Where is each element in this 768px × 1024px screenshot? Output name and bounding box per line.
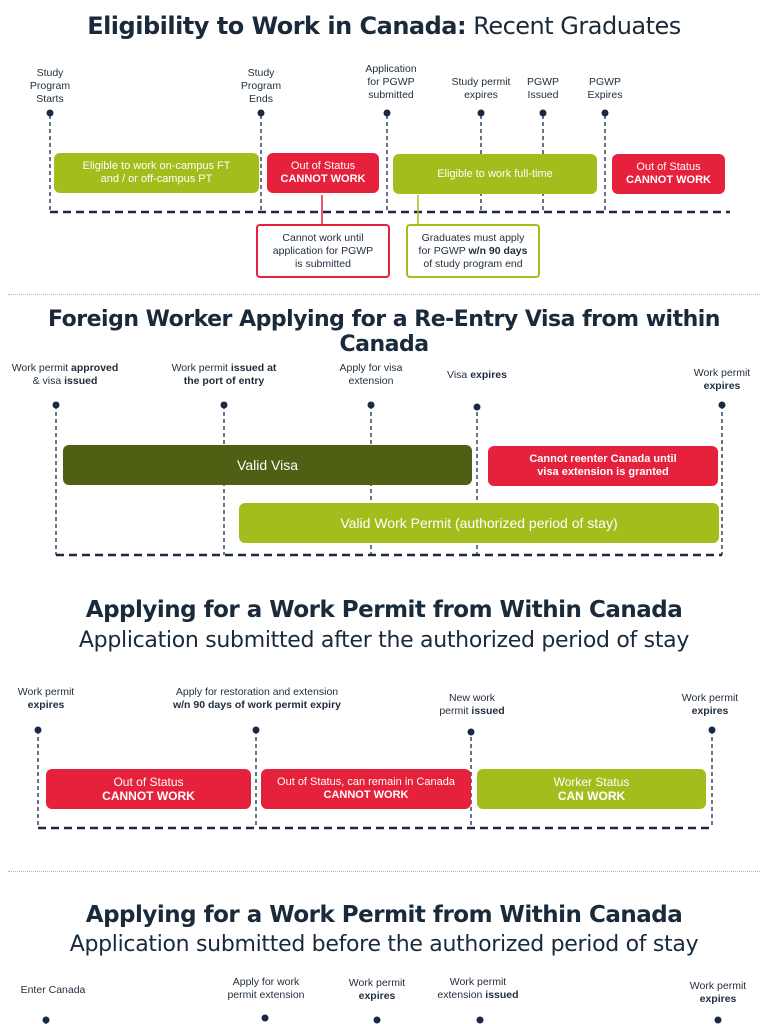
label-study-start: Study Program Starts [29, 67, 71, 105]
s3-worker-line2: CAN WORK [557, 789, 626, 803]
restore-a: Apply for restoration and extension [175, 686, 339, 698]
exp2-b: expires [691, 705, 729, 717]
label-study-end: Study Program Ends [240, 67, 282, 105]
bar-out-of-status-2 [612, 154, 725, 194]
section3-subtitle: Application submitted after the authorized period of stay [78, 628, 690, 653]
s4-exp2-a: Work permit [689, 980, 747, 992]
port-b: issued at the port of entry [183, 362, 277, 387]
label-visa-expires [437, 369, 517, 382]
restore-b: w/n 90 days of work permit expiry [172, 699, 342, 711]
label-pgwp-expires: PGWP Expires [587, 76, 623, 101]
label-new-permit [432, 692, 512, 718]
oos2-line2: CANNOT WORK [626, 174, 711, 186]
bar-out-of-status [46, 769, 251, 809]
grad-text-a: Graduates must apply for PGWP [418, 231, 525, 257]
s3-oos-line2: CANNOT WORK [102, 789, 195, 803]
section4-subtitle: Application submitted before the authorized period of stay [69, 932, 699, 957]
label-apply-extension: Apply for work permit extension [227, 976, 305, 1001]
oos1-line1: Out of Status [290, 160, 356, 172]
section4-title: Applying for a Work Permit from Within Canada [85, 902, 683, 928]
bar-remain-in-canada [261, 769, 471, 809]
port-a: Work permit [171, 362, 231, 374]
label-visa-extension: Apply for visa extension [339, 362, 403, 387]
visa-exp-b: expires [470, 369, 507, 381]
wpexp-a: Work permit [693, 367, 751, 379]
visa-exp-a: Visa [447, 369, 471, 381]
note-graduates-must-apply [406, 224, 540, 278]
exp1-a: Work permit [17, 686, 75, 698]
label-pgwp-submitted: Application for PGWP submitted [365, 63, 417, 101]
label-wp-approved [4, 362, 126, 388]
label-wp-expires-2 [670, 692, 750, 718]
section3-title: Applying for a Work Permit from Within Canada [85, 597, 683, 623]
label-wp-issued-port [158, 362, 290, 388]
bar-valid-visa: Valid Visa [63, 445, 472, 485]
s4-ext-b: issued [485, 989, 519, 1001]
label-restoration [150, 686, 364, 712]
label-enter-canada: Enter Canada [20, 984, 86, 996]
s4-exp-a: Work permit [348, 977, 406, 989]
note-cannot-work-until: Cannot work until application for PGWP is submitted [256, 224, 390, 278]
wp-b: approved [71, 362, 119, 374]
section1-title-bold: Eligibility to Work in Canada: [87, 12, 467, 40]
bar-out-of-status-1 [267, 153, 379, 193]
s3-remain-line1: Out of Status, can remain in Canada [277, 776, 455, 788]
divider-2 [8, 871, 760, 872]
divider-1 [8, 294, 760, 295]
label-wp-expires-s4-end [678, 980, 758, 1006]
bar-cannot-reenter: Cannot reenter Canada until visa extension is granted [488, 446, 718, 486]
wpexp-b: expires [703, 380, 741, 392]
s4-ext-a: Work permit extension [437, 976, 507, 1001]
oos1-line2: CANNOT WORK [280, 173, 366, 185]
section1-title-light: Recent Graduates [473, 12, 681, 40]
label-study-permit-expires: Study permit expires [451, 76, 511, 101]
grad-text-b: w/n 90 days [468, 244, 528, 257]
wp-c: & visa [32, 375, 62, 387]
label-wp-expires-s4 [337, 977, 417, 1003]
label-wp-expires [682, 367, 762, 393]
s3-oos-line1: Out of Status [113, 775, 184, 789]
label-wp-expires-1 [6, 686, 86, 712]
exp2-a: Work permit [681, 692, 739, 704]
wp-d: issued [64, 375, 98, 387]
s4-exp2-b: expires [699, 993, 737, 1005]
s3-worker-line1: Worker Status [553, 775, 630, 789]
oos2-line1: Out of Status [636, 161, 701, 173]
bar-eligible-full-time: Eligible to work full-time [393, 154, 597, 194]
exp1-b: expires [27, 699, 65, 711]
new-b: issued [471, 705, 505, 717]
bar-eligible-campus: Eligible to work on-campus FT and / or off-campus PT [54, 153, 259, 193]
section2-title: Foreign Worker Applying for a Re-Entry Visa from within Canada [48, 307, 720, 357]
s4-exp-b: expires [358, 990, 396, 1002]
label-pgwp-issued: PGWP Issued [526, 76, 560, 101]
grad-text-c: of study program end [423, 257, 523, 270]
bar-worker-status [477, 769, 706, 809]
new-a: New work permit [439, 692, 496, 717]
s3-remain-line2: CANNOT WORK [323, 789, 409, 801]
wp-a: Work permit [11, 362, 72, 374]
label-extension-issued [428, 976, 528, 1002]
bar-valid-work-permit: Valid Work Permit (authorized period of stay) [239, 503, 719, 543]
